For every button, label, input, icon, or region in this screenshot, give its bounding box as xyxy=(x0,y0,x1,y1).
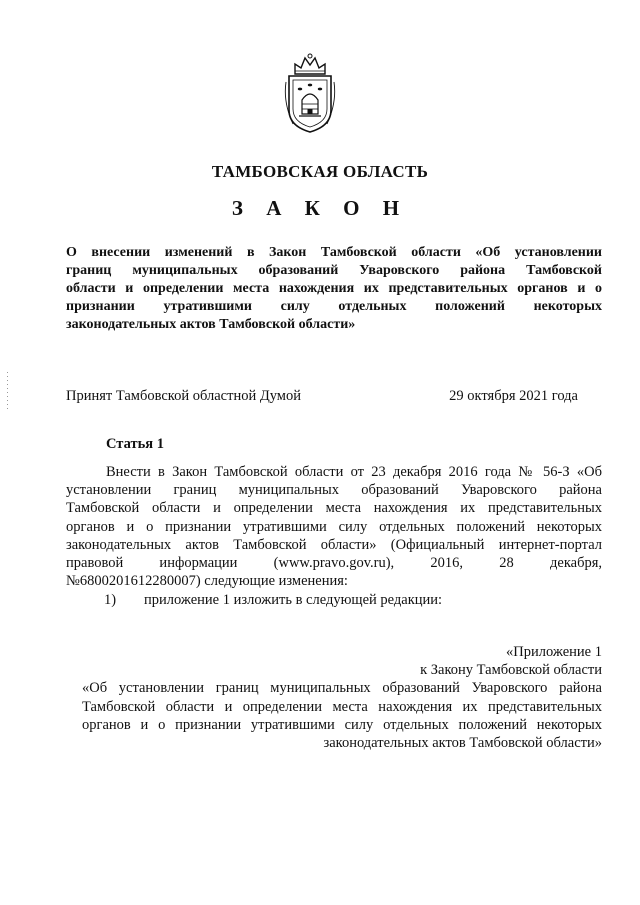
article-text xyxy=(66,463,602,590)
appendix-title-line: законодательных актов Тамбовской области» xyxy=(323,735,602,752)
tambov-coat-of-arms-icon xyxy=(283,52,337,134)
adoption-date: 29 октября 2021 года xyxy=(449,388,578,404)
law-title-line: признании утратившими силу отдельных положений некоторых xyxy=(66,299,602,314)
law-title-line: законодательных актов Тамбовской области» xyxy=(66,317,356,332)
article-line: Внести в Закон Тамбовской области от 23 декабря 2016 года № 56-З «Об xyxy=(106,464,602,480)
article-line: правовой информации (www.pravo.gov.ru), 2016, 28 декабря, xyxy=(66,555,602,572)
law-title xyxy=(66,244,602,334)
adoption-body: Принят Тамбовской областной Думой xyxy=(66,388,301,404)
scan-margin-marks xyxy=(6,372,9,412)
document-type: З А К О Н xyxy=(231,196,409,220)
law-title-line: области и определении места нахождения их представительных органов и о xyxy=(66,281,602,296)
appendix-title-line: Тамбовской области и определении места нахождения их представительных xyxy=(82,698,602,715)
article-line: установлении границ муниципальных образований Уваровского района xyxy=(66,482,602,499)
article-line: законодательных актов Тамбовской области» (Официальный интернет-портал xyxy=(66,536,602,553)
amendment-item xyxy=(104,592,442,609)
article-line: органов и о признании утратившими силу отдельных положений некоторых xyxy=(66,518,602,535)
article-line: Тамбовской области и определении места нахождения их представительных xyxy=(66,500,602,517)
law-title-line: границ муниципальных образований Уваровского района Тамбовской xyxy=(66,263,602,278)
appendix-to-law: к Закону Тамбовской области xyxy=(420,662,602,679)
appendix-title-line: органов и о признании утратившими силу отдельных положений некоторых xyxy=(82,716,602,733)
article-heading: Статья 1 xyxy=(106,436,164,452)
article-line: №6800201612280007) следующие изменения: xyxy=(66,573,348,590)
amendment-item-number: 1) xyxy=(104,592,117,608)
appendix-header xyxy=(82,643,602,752)
region-name: ТАМБОВСКАЯ ОБЛАСТЬ xyxy=(211,162,429,181)
appendix-label: «Приложение 1 xyxy=(506,644,602,660)
law-title-line: О внесении изменений в Закон Тамбовской области «Об установлении xyxy=(66,245,602,260)
appendix-title-line: «Об установлении границ муниципальных образований Уваровского района xyxy=(82,680,602,697)
amendment-item-text: приложение 1 изложить в следующей редакции: xyxy=(144,592,443,608)
